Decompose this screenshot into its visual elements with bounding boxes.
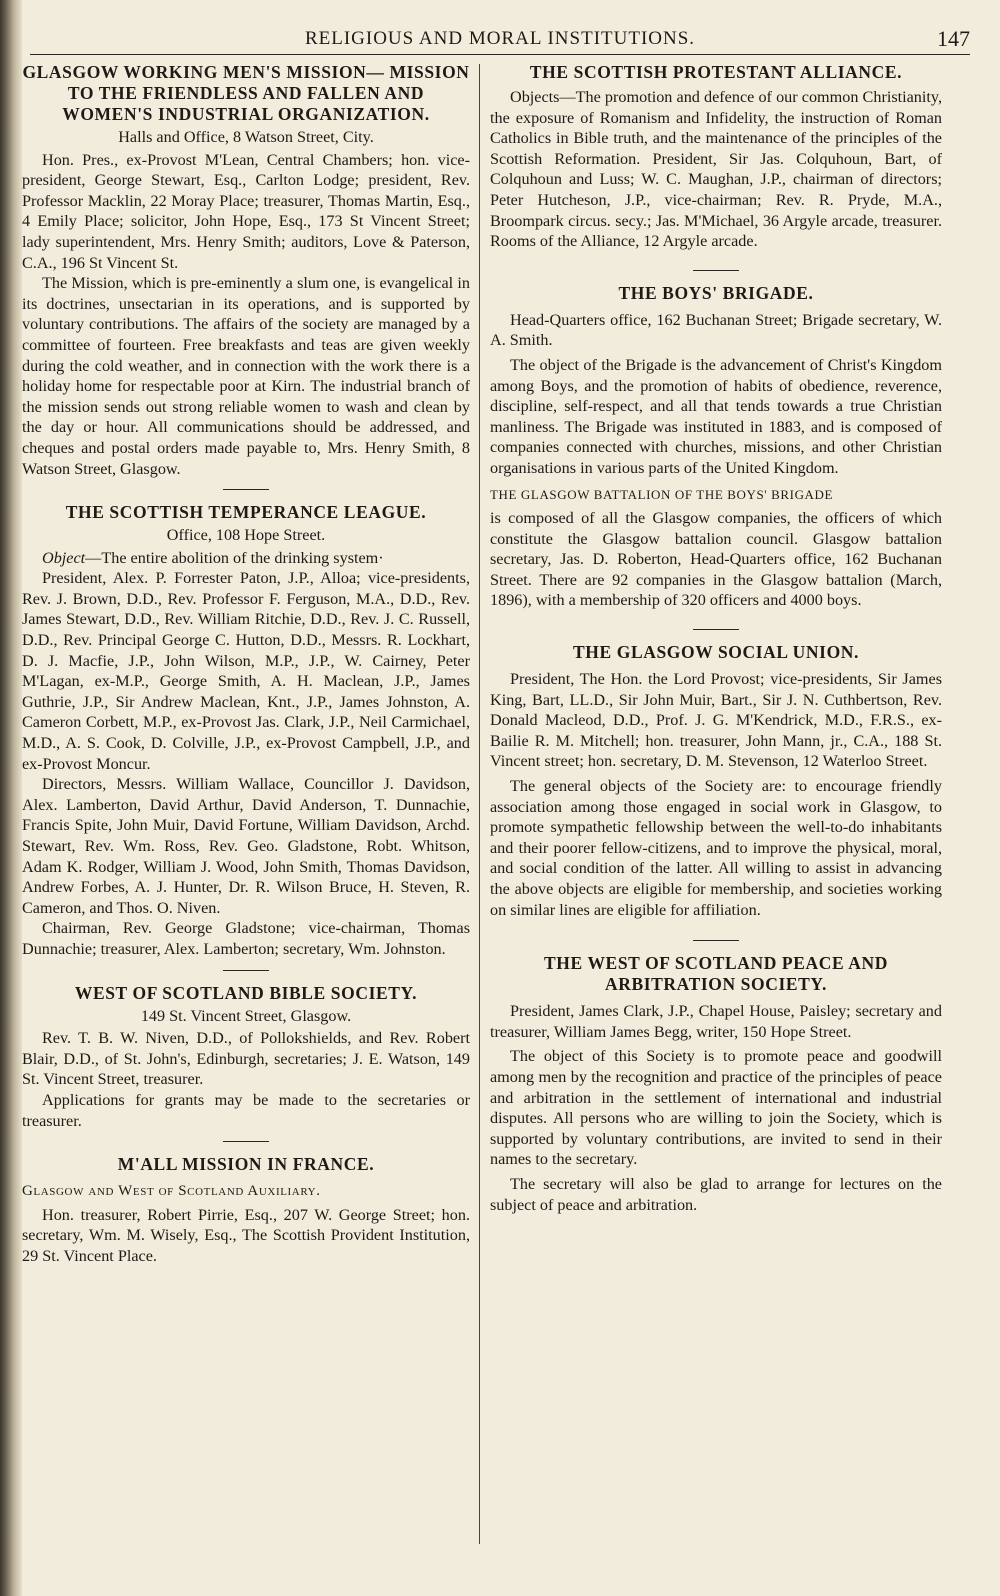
paragraph: President, The Hon. the Lord Provost; vice-presidents, Sir James King, Bart, LL.D., Sir John Muir, Bart., Sir J. N. Cuthbertson, Rev. Donald Macleod, D.D., Prof. J. G. M'Kendrick, M.D., F.R.S., ex-Bailie R. M. Mitchell; hon. treasurer, John Mann, jr., C.A., 188 St. Vincent street; hon. secretary, D. M. Stevenson, 12 Waterloo Street. xyxy=(490,670,942,771)
section-rule xyxy=(693,270,739,271)
section-rule xyxy=(693,940,739,941)
paragraph: The Mission, which is pre-eminently a slum one, is evangelical in its doctrines, unsectarian in its operations, and is supported by voluntary contributions. The affairs of the society are managed by a committee of fourteen. Free breakfasts and teas are given weekly during the cold weather, and in connection with the work there is a holiday home for respectable poor at Kirn. The industrial branch of the mission sends out strong reliable women to wash and clean by the day or hour. All communications should be addressed, and cheques and postal orders made payable to, Mrs. Henry Smith, 8 Watson Street, Glasgow. xyxy=(22,274,470,478)
paragraph: The secretary will also be glad to arrange for lectures on the subject of peace and arbitration. xyxy=(490,1174,942,1214)
section-heading: GLASGOW WORKING MEN'S MISSION— MISSION TO THE FRIENDLESS AND FALLEN AND WOMEN'S INDUSTRIAL ORGANIZATION. xyxy=(22,62,470,124)
running-head xyxy=(30,26,970,55)
paragraph: President, James Clark, J.P., Chapel House, Paisley; secretary and treasurer, William James Begg, writer, 150 Hope Street. xyxy=(490,1002,942,1041)
battalion-subheading: THE GLASGOW BATTALION OF THE BOYS' BRIGADE xyxy=(490,486,834,502)
section-peace-and-arbitration-society xyxy=(490,953,942,1215)
running-head-title: RELIGIOUS AND MORAL INSTITUTIONS. xyxy=(304,28,696,49)
section-address: 149 St. Vincent Street, Glasgow. xyxy=(140,1006,352,1025)
paragraph: President, Alex. P. Forrester Paton, J.P., Alloa; vice-presidents, Rev. J. Brown, D.D., Rev. Professor F. Ferguson, M.A., D.D., Rev. James Stewart, D.D., Rev. William Ritchie, D.D., Rev. J. C. Russell, D.D., Rev. Principal George C. Hutton, D.D., Messrs. R. Lockhart, D. J. Macfie, J.P., John Wilson, M.P., J.P., W. Cairney, Peter M'Lagan, ex-M.P., George Smith, A. H. Maclean, J.P., James Guthrie, J.P., Sir Andrew Maclean, Knt., J.P., James Johnston, A. Cameron Corbett, M.P., ex-Provost Jas. Clark, J.P., Neil Carmichael, M.D., A. S. Cook, D. Colville, J.P., ex-Provost Campbell, J.P., and ex-Provost Moncur. xyxy=(22,569,470,773)
section-boys-brigade xyxy=(490,283,942,611)
paragraph: The object of the Brigade is the advancement of Christ's Kingdom among Boys, and the promotion of habits of obedience, reverence, discipline, self-respect, and all that tends towards a true Christian manliness. The Brigade was instituted in 1883, and is composed of companies connected with churches, missions, and other Christian organisations in various parts of the United Kingdom. xyxy=(490,355,942,477)
section-heading: THE SCOTTISH TEMPERANCE LEAGUE. xyxy=(65,502,427,523)
section-glasgow-working-mens-mission xyxy=(22,62,470,479)
section-heading: M'ALL MISSION IN FRANCE. xyxy=(117,1154,375,1175)
paragraph: is composed of all the Glasgow companies, the officers of which constitute the Glasgow battalion council. Glasgow battalion secretary, Jas. D. Roberton, Head-Quarters office, 162 Buchanan Street. There are 92 companies in the Glasgow battalion (March, 1896), with a membership of 320 officers and 4000 boys. xyxy=(490,509,942,610)
paragraph: Hon. treasurer, Robert Pirrie, Esq., 207 W. George Street; hon. secretary, Wm. M. Wisely, Esq., The Scottish Provident Institution, 29 St. Vincent Place. xyxy=(22,1205,470,1265)
section-rule xyxy=(693,629,739,630)
section-address: Office, 108 Hope Street. xyxy=(166,526,326,545)
section-rule xyxy=(223,1141,269,1142)
page-number: 147 xyxy=(937,26,970,51)
section-heading: THE SCOTTISH PROTESTANT ALLIANCE. xyxy=(529,62,903,82)
paragraph: Chairman, Rev. George Gladstone; vice-chairman, Thomas Dunnachie; treasurer, Alex. Lamberton; secretary, Wm. Johnston. xyxy=(22,919,470,958)
paragraph: Hon. Pres., ex-Provost M'Lean, Central Chambers; hon. vice-president, George Stewart, Esq., Carlton Lodge; president, Rev. Professor Macklin, 22 Moray Place; treasurer, Thomas Martin, Esq., 4 Emily Place; solicitor, John Hope, Esq., 173 St Vincent Street; lady superintendent, Mrs. Henry Smith; auditors, Love & Paterson, C.A., 196 St Vincent St. xyxy=(22,150,470,272)
paragraph: Head-Quarters office, 162 Buchanan Street; Brigade secretary, W. A. Smith. xyxy=(490,310,942,350)
paragraph: Directors, Messrs. William Wallace, Councillor J. Davidson, Alex. Lamberton, David Arthur, David Anderson, T. Dunnachie, Francis Spite, John Muir, David Fortune, William Davidson, Archd. Stewart, Rev. Wm. Ross, Rev. Geo. Gladstone, Robt. Whitson, Adam K. Rodger, William J. Wood, John Smith, Thomas Davidson, Andrew Forbes, A. J. Hunter, Dr. R. Wilson Bruce, H. Steven, R. Cameron, and Thos. O. Niven. xyxy=(22,775,470,917)
paragraph: Applications for grants may be made to the secretaries or treasurer. xyxy=(22,1090,470,1130)
section-subheading: Glasgow and West of Scotland Auxiliary. xyxy=(22,1183,321,1200)
section-mall-mission xyxy=(22,1154,470,1266)
object-text: —The entire abolition of the drinking system· xyxy=(85,548,384,567)
left-column xyxy=(22,62,470,1271)
paragraph: Objects—The promotion and defence of our common Christianity, the exposure of Romanism and Infidelity, the instruction of Roman Catholics in Bible truth, and the maintenance of the principles of the Scottish Reformation. President, Sir Jas. Colquhoun, Bart, of Colquhoun and Luss; W. C. Maughan, J.P., chairman of directors; Peter Hutcheson, J.P., vice-chairman; Rev. R. Pryde, M.A., Broompark circus. secy.; Jas. M'Michael, 36 Argyle arcade, treasurer. Rooms of the Alliance, 12 Argyle arcade. xyxy=(490,88,942,251)
object-label: Object xyxy=(42,548,86,567)
paragraph: Rev. T. B. W. Niven, D.D., of Pollokshields, and Rev. Robert Blair, D.D., of St. John's, Edinburgh, secretaries; J. E. Watson, 149 St. Vincent Street, treasurer. xyxy=(22,1029,470,1089)
section-heading: THE GLASGOW SOCIAL UNION. xyxy=(573,642,859,663)
paragraph: The general objects of the Society are: to encourage friendly association among those engaged in social work in Glasgow, to promote sympathetic fellowship between the well-to-do inhabitants and their poorer fellow-citizens, and to improve the physical, moral, and social condition of the latter. All willing to assist in advancing the above objects are eligible for membership, and societies working on similar lines are eligible for affiliation. xyxy=(490,777,942,919)
section-glasgow-social-union xyxy=(490,642,942,920)
section-heading: WEST OF SCOTLAND BIBLE SOCIETY. xyxy=(74,982,418,1003)
object-paragraph xyxy=(22,548,470,569)
binding-gutter xyxy=(0,0,22,1596)
section-west-of-scotland-bible-society xyxy=(22,983,470,1132)
right-column xyxy=(490,62,942,1219)
paragraph: The object of this Society is to promote peace and goodwill among men by the recognition and practice of the principles of peace and arbitration in the settlement of international and industrial disputes. All persons who are willing to join the Society, which is supported by voluntary contributions, are invited to send in their names to the secretary. xyxy=(490,1047,942,1169)
section-scottish-temperance-league xyxy=(22,502,470,959)
section-rule xyxy=(223,489,269,490)
section-heading: THE BOYS' BRIGADE. xyxy=(618,282,814,303)
column-divider xyxy=(479,64,480,1544)
section-address: Halls and Office, 8 Watson Street, City. xyxy=(118,128,374,146)
section-heading: THE WEST OF SCOTLAND PEACE AND ARBITRATION SOCIETY. xyxy=(544,953,888,995)
section-scottish-protestant-alliance xyxy=(490,62,942,252)
section-rule xyxy=(223,970,269,971)
